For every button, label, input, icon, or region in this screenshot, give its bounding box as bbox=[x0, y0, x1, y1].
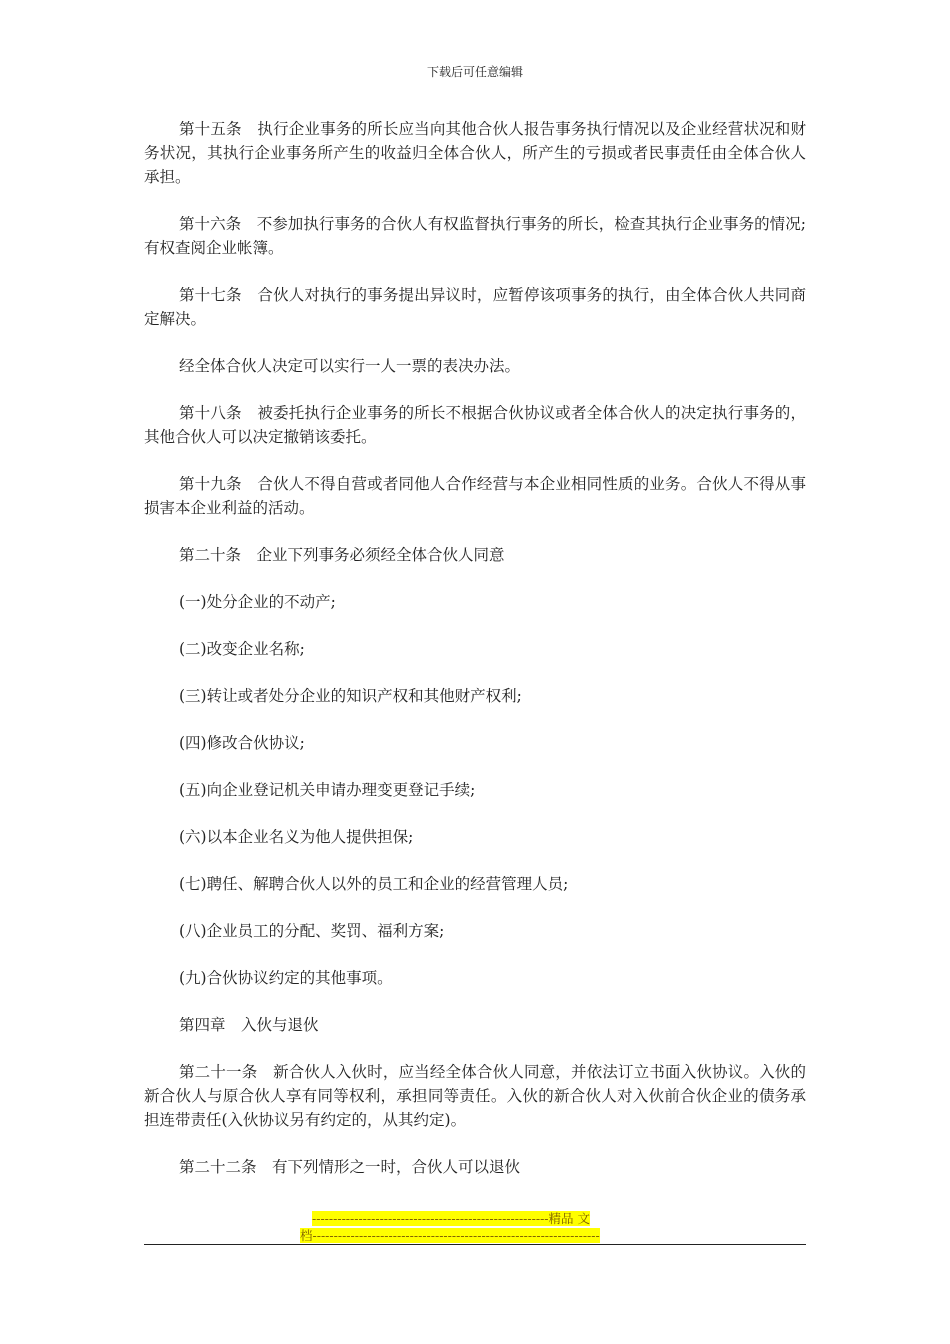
paragraph: 第十九条 合伙人不得自营或者同他人合作经营与本企业相同性质的业务。合伙人不得从事损害本企业利益的活动。 bbox=[144, 475, 806, 517]
paragraph: 第十七条 合伙人对执行的事务提出异议时，应暂停该项事务的执行，由全体合伙人共同商定解决。 bbox=[144, 286, 806, 328]
list-item: (二)改变企业名称; bbox=[179, 640, 305, 658]
list-item: (三)转让或者处分企业的知识产权和其他财产权利; bbox=[179, 687, 522, 705]
paragraph: 第十八条 被委托执行企业事务的所长不根据合伙协议或者全体合伙人的决定执行事务的，其他合伙人可以决定撤销该委托。 bbox=[144, 404, 806, 446]
footer-watermark bbox=[300, 1210, 650, 1244]
footer-divider bbox=[144, 1244, 806, 1245]
list-item: (八)企业员工的分配、奖罚、福利方案; bbox=[179, 922, 445, 940]
list-item: (六)以本企业名义为他人提供担保; bbox=[179, 828, 414, 846]
paragraph: 第二十二条 有下列情形之一时，合伙人可以退伙 bbox=[179, 1158, 521, 1176]
document-body bbox=[144, 117, 806, 1202]
footer-line-1: --------------------------------------------------------精品 文 bbox=[312, 1211, 590, 1226]
list-item: (九)合伙协议约定的其他事项。 bbox=[179, 969, 393, 987]
paragraph: 第十六条 不参加执行事务的合伙人有权监督执行事务的所长，检查其执行企业事务的情况;有权查阅企业帐簿。 bbox=[144, 215, 806, 257]
list-item: (五)向企业登记机关申请办理变更登记手续; bbox=[179, 781, 476, 799]
page-header: 下载后可任意编辑 bbox=[426, 65, 523, 79]
list-item: (一)处分企业的不动产; bbox=[179, 593, 336, 611]
list-item: (七)聘任、解聘合伙人以外的员工和企业的经营管理人员; bbox=[179, 875, 569, 893]
paragraph: 第十五条 执行企业事务的所长应当向其他合伙人报告事务执行情况以及企业经营状况和财务状况，其执行企业事务所产生的收益归全体合伙人，所产生的亏损或者民事责任由全体合伙人承担。 bbox=[144, 120, 806, 186]
list-item: (四)修改合伙协议; bbox=[179, 734, 305, 752]
footer-line-2: 档-------------------------------------------------------------------- bbox=[300, 1228, 600, 1243]
paragraph: 第二十条 企业下列事务必须经全体合伙人同意 bbox=[179, 546, 505, 564]
paragraph: 第二十一条 新合伙人入伙时，应当经全体合伙人同意，并依法订立书面入伙协议。入伙的新合伙人与原合伙人享有同等权利，承担同等责任。入伙的新合伙人对入伙前合伙企业的债务承担连带责任(入伙协议另有约定的，从其约定)。 bbox=[144, 1063, 806, 1129]
paragraph: 经全体合伙人决定可以实行一人一票的表决办法。 bbox=[179, 357, 521, 375]
chapter-heading: 第四章 入伙与退伙 bbox=[179, 1016, 319, 1034]
